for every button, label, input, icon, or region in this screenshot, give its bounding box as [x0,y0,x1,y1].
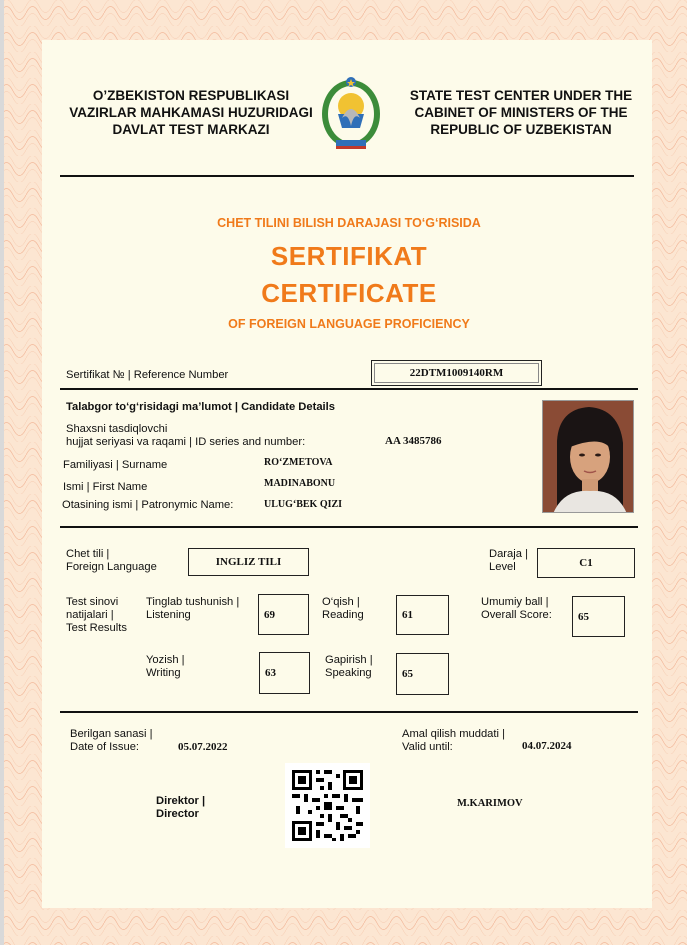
certificate-subtitle-uz: CHET TILINI BILISH DARAJASI TO‘G‘RISIDA [217,216,481,230]
certificate-title-en: CERTIFICATE [261,278,437,308]
listening-label: Tinglab tushunish | Listening [146,596,240,621]
first-name-label: Ismi | First Name [63,481,148,493]
foreign-language-value: INGLIZ TILI [215,556,282,568]
certificate-subtitle-en: OF FOREIGN LANGUAGE PROFICIENCY [228,317,470,331]
foreign-language-label: Chet tili | Foreign Language [66,548,157,573]
reading-score: 61 [402,609,413,621]
issuer-name-uz: O’ZBEKISTON RESPUBLIKASI VAZIRLAR MAHKAMASI HUZURIDAGI DAVLAT TEST MARKAZI [69,88,313,137]
divider [60,526,638,528]
issuer-name-en: STATE TEST CENTER UNDER THE CABINET OF MINISTERS OF THE REPUBLIC OF UZBEKISTAN [409,88,633,137]
level-label: Daraja | Level [489,548,528,573]
state-emblem-icon [318,70,384,156]
reading-score-box [396,595,449,635]
valid-until-value: 04.07.2024 [522,740,572,752]
patronymic-value: ULUG‘BEK QIZI [264,499,343,510]
overall-score-box [572,596,625,637]
listening-score: 69 [264,608,275,621]
writing-score: 63 [265,667,276,679]
id-label: Shaxsni tasdiqlovchi hujjat seriyasi va raqami | ID series and number: [66,423,306,448]
writing-label: Yozish | Writing [146,654,185,679]
issue-date-value: 05.07.2022 [178,741,228,753]
writing-score-box [259,652,310,694]
qr-code[interactable] [285,763,370,848]
speaking-score-box [396,653,449,695]
candidate-section-title: Talabgor to‘g‘risidagi ma’lumot | Candidate Details [66,401,335,413]
patronymic-label: Otasining ismi | Patronymic Name: [62,499,234,511]
candidate-photo [542,400,634,513]
surname-label: Familiyasi | Surname [63,459,168,471]
first-name-value: MADINABONU [264,478,336,489]
reference-number-box [371,360,542,386]
director-name: M.KARIMOV [457,798,523,809]
listening-score-box [258,594,309,635]
reference-label: Sertifikat № | Reference Number [66,369,229,381]
divider [60,175,634,177]
divider [60,388,638,390]
speaking-score: 65 [402,668,413,680]
reading-label: O‘qish | Reading [322,596,364,621]
overall-score-label: Umumiy ball | Overall Score: [481,596,552,621]
level-value: C1 [579,557,593,569]
issue-date-label: Berilgan sanasi | Date of Issue: [70,728,153,753]
level-box [537,548,635,578]
director-label: Direktor | Director [156,795,206,820]
valid-until-label: Amal qilish muddati | Valid until: [402,728,506,753]
test-results-label: Test sinovi natijalari | Test Results [66,596,127,634]
surname-value: RO‘ZMETOVA [264,457,333,468]
speaking-label: Gapirish | Speaking [325,654,373,679]
divider [60,711,638,713]
id-value: AA 3485786 [385,435,442,447]
certificate-title-uz: SERTIFIKAT [270,241,428,271]
reference-number: 22DTM1009140RM [409,367,504,379]
foreign-language-box [188,548,309,576]
overall-score: 65 [578,610,589,623]
